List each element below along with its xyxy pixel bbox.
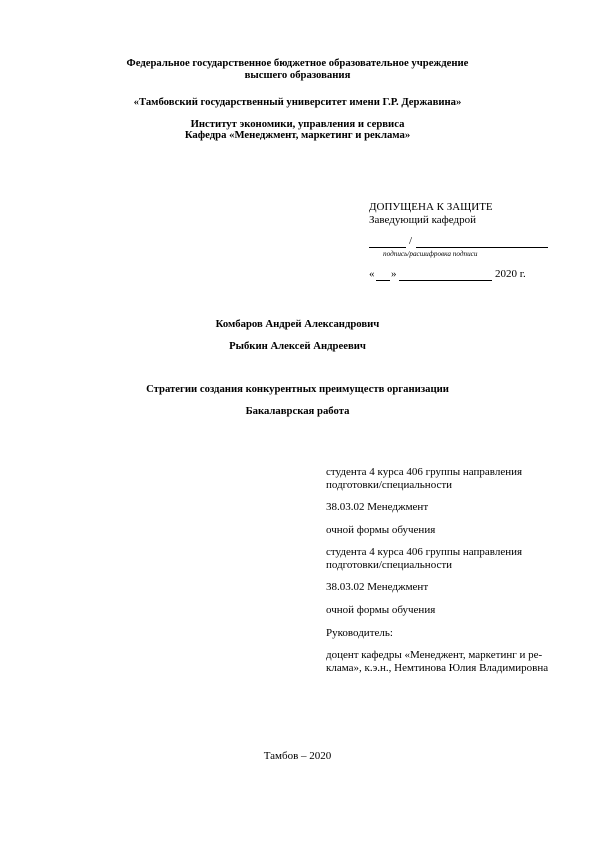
date-month-line — [399, 280, 492, 281]
thesis-title: Стратегии создания конкурентных преимуществ организации — [146, 383, 449, 395]
study-form-2: очной формы обучения — [326, 604, 436, 616]
supervisor-line-2: клама», к.э.н., Немтинова Юлия Владимировна — [326, 662, 549, 674]
author-2: Рыбкин Алексей Андреевич — [229, 340, 366, 352]
city-year: Тамбов – 2020 — [263, 750, 332, 762]
signature-slash: / — [409, 235, 413, 247]
signature-caption: подпись/расшифровка подписи — [383, 250, 478, 258]
date-day-line — [376, 280, 390, 281]
signature-decoding-line — [416, 247, 548, 248]
institution-line-2: высшего образования — [244, 69, 351, 81]
department-name: Кафедра «Менеджмент, маркетинг и реклама» — [184, 129, 411, 141]
student-1-line-2: подготовки/специальности — [326, 479, 453, 491]
program-1: 38.03.02 Менеджмент — [326, 501, 429, 513]
date-year: 2020 г. — [495, 268, 526, 280]
date-quote-close: » — [391, 268, 397, 280]
program-2: 38.03.02 Менеджмент — [326, 581, 429, 593]
supervisor-label: Руководитель: — [326, 627, 393, 639]
student-2-line-1: студента 4 курса 406 группы направления — [326, 546, 523, 558]
student-1-line-1: студента 4 курса 406 группы направления — [326, 466, 523, 478]
author-1: Комбаров Андрей Александрович — [215, 318, 380, 330]
study-form-1: очной формы обучения — [326, 524, 436, 536]
student-2-line-2: подготовки/специальности — [326, 559, 453, 571]
university-name: «Тамбовский государственный университет имени Г.Р. Державина» — [133, 96, 462, 108]
institute-name: Институт экономики, управления и сервиса — [190, 118, 405, 130]
supervisor-line-1: доцент кафедры «Менеджент, маркетинг и ре- — [326, 649, 543, 661]
institution-line-1: Федеральное государственное бюджетное образовательное учреждение — [126, 57, 469, 69]
signature-line — [369, 247, 406, 248]
approval-role: Заведующий кафедрой — [369, 214, 476, 226]
approval-title: ДОПУЩЕНА К ЗАЩИТЕ — [369, 201, 493, 213]
thesis-type: Бакалаврская работа — [245, 405, 350, 417]
date-quote-open: « — [369, 268, 375, 280]
